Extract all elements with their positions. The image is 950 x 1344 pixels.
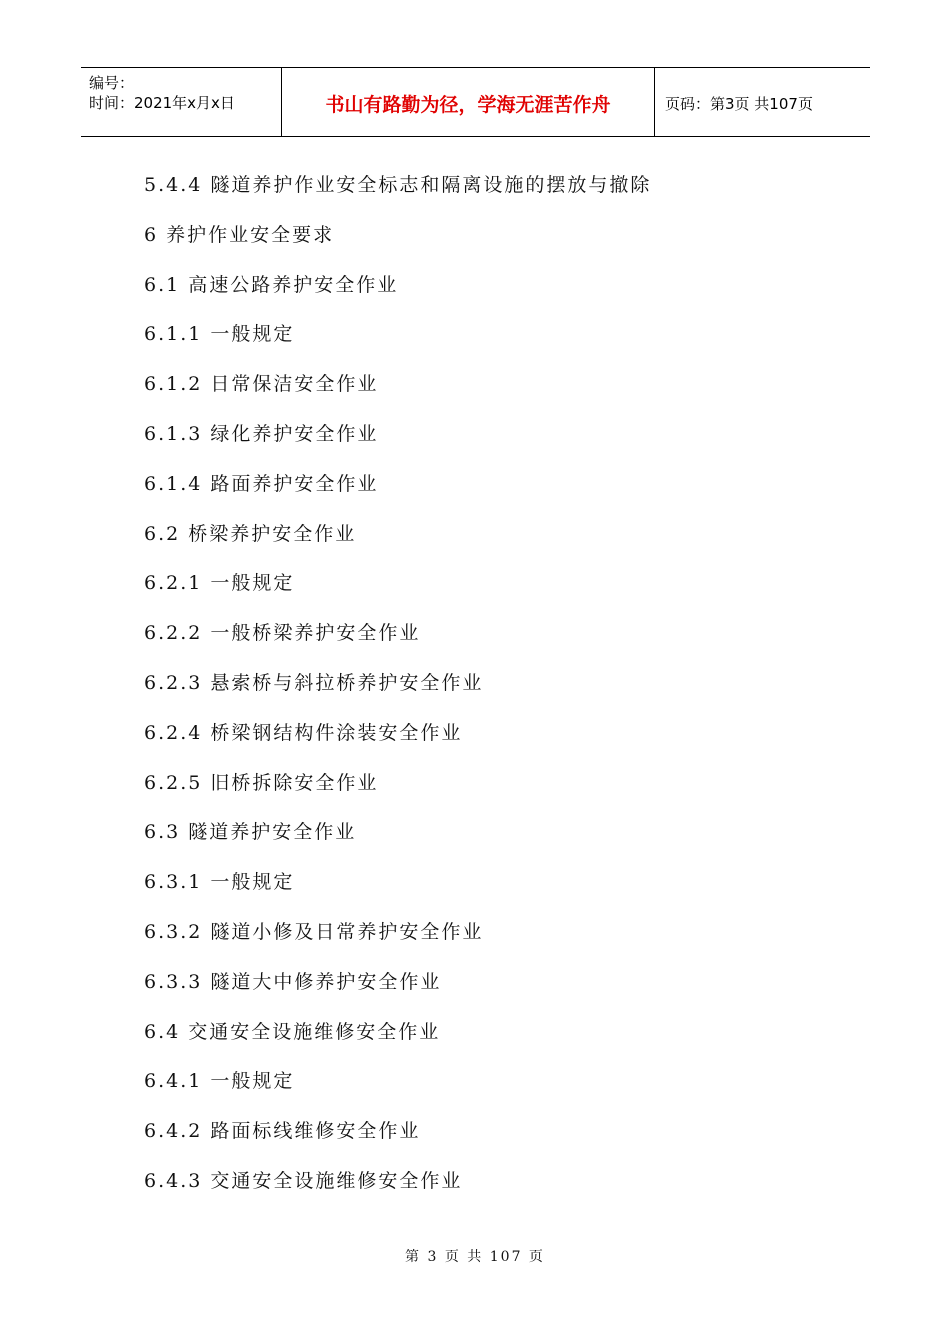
toc-item: 6.4.1 一般规定 <box>144 1070 295 1093</box>
table-of-contents <box>144 168 651 1214</box>
toc-item: 6.3.1 一般规定 <box>144 871 295 894</box>
header-page-info: 页码：第3页 共107页 <box>665 95 813 113</box>
toc-item: 6.1.1 一般规定 <box>144 323 295 346</box>
toc-item: 6.2 桥梁养护安全作业 <box>144 522 357 545</box>
toc-item: 6.1.3 绿化养护安全作业 <box>144 422 379 445</box>
toc-item: 6.3 隧道养护安全作业 <box>144 821 357 844</box>
toc-item: 6.2.2 一般桥梁养护安全作业 <box>144 622 421 645</box>
toc-item: 6.1.4 路面养护安全作业 <box>144 472 379 495</box>
document-number-label: 编号： <box>89 74 135 92</box>
toc-item: 6.4 交通安全设施维修安全作业 <box>144 1020 441 1043</box>
header-motto-cell <box>282 68 655 136</box>
toc-item: 6.4.3 交通安全设施维修安全作业 <box>144 1169 463 1192</box>
header-meta-cell <box>81 68 282 136</box>
toc-item: 6.3.2 隧道小修及日常养护安全作业 <box>144 920 484 943</box>
page-header <box>81 67 870 137</box>
toc-item: 6 养护作业安全要求 <box>144 223 335 246</box>
toc-item: 6.1 高速公路养护安全作业 <box>144 273 399 296</box>
toc-item: 6.2.3 悬索桥与斜拉桥养护安全作业 <box>144 671 484 694</box>
header-motto: 书山有路勤为径，学海无涯苦作舟 <box>325 94 611 116</box>
toc-item: 6.4.2 路面标线维修安全作业 <box>144 1120 421 1143</box>
header-page-cell <box>655 68 870 136</box>
document-date: 时间：2021年x月x日 <box>89 94 235 112</box>
toc-item: 6.2.4 桥梁钢结构件涂装安全作业 <box>144 721 463 744</box>
page-footer: 第 3 页 共 107 页 <box>405 1249 545 1265</box>
toc-item: 6.2.1 一般规定 <box>144 572 295 595</box>
toc-item: 6.2.5 旧桥拆除安全作业 <box>144 771 379 794</box>
toc-item: 6.1.2 日常保洁安全作业 <box>144 373 379 396</box>
toc-item: 6.3.3 隧道大中修养护安全作业 <box>144 970 442 993</box>
toc-item: 5.4.4 隧道养护作业安全标志和隔离设施的摆放与撤除 <box>144 174 652 196</box>
